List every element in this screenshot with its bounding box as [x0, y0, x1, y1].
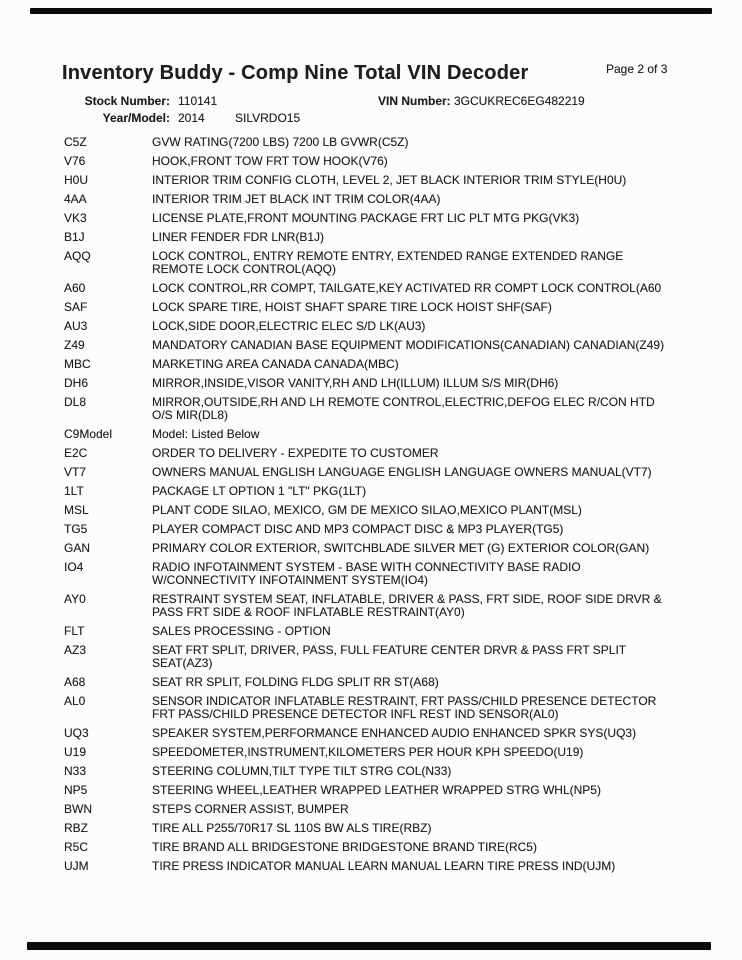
option-description [152, 542, 689, 555]
option-description-line: SALES PROCESSING - OPTION [152, 624, 331, 638]
model-value: SILVRDO15 [235, 111, 301, 125]
option-description [152, 428, 689, 441]
option-code: E2C [64, 446, 88, 460]
table-row [64, 136, 689, 149]
option-description-line: LICENSE PLATE,FRONT MOUNTING PACKAGE FRT LIC PLT MTG PKG(VK3) [152, 211, 580, 225]
option-code: RBZ [64, 821, 88, 835]
option-description-line: SPEEDOMETER,INSTRUMENT,KILOMETERS PER HOUR KPH SPEEDO(U19) [152, 745, 584, 759]
option-description-line: PRIMARY COLOR EXTERIOR, SWITCHBLADE SILVER MET (G) EXTERIOR COLOR(GAN) [152, 541, 650, 555]
option-description [152, 466, 689, 479]
table-row [64, 193, 689, 206]
table-row [64, 396, 689, 422]
table-row [64, 644, 689, 670]
table-row [64, 377, 689, 390]
option-code: 1LT [64, 484, 84, 498]
option-description-line: SPEAKER SYSTEM,PERFORMANCE ENHANCED AUDIO ENHANCED SPKR SYS(UQ3) [152, 726, 637, 740]
option-description-line: MARKETING AREA CANADA CANADA(MBC) [152, 357, 399, 371]
option-description [152, 377, 689, 390]
stock-number-value: 110141 [178, 94, 218, 108]
option-code: MBC [64, 357, 91, 371]
vin-options-list [64, 136, 689, 879]
option-description [152, 136, 689, 149]
option-code: Z49 [64, 338, 85, 352]
vin-number-label: VIN Number: [378, 94, 451, 108]
option-description-line: SEAT(AZ3) [152, 656, 213, 670]
option-description [152, 860, 689, 873]
option-description-line: O/S MIR(DL8) [152, 408, 229, 422]
option-description-line: RADIO INFOTAINMENT SYSTEM - BASE WITH CONNECTIVITY BASE RADIO [152, 560, 581, 574]
option-description [152, 676, 689, 689]
vin-number-value: 3GCUKREC6EG482219 [454, 94, 585, 108]
option-description [152, 784, 689, 797]
table-row [64, 542, 689, 555]
table-row [64, 339, 689, 352]
option-code: C9Model [64, 427, 113, 441]
option-description-line: FRT PASS/CHILD PRESENCE DETECTOR INFL REST IND SENSOR(AL0) [152, 707, 559, 721]
option-code: DL8 [64, 395, 87, 409]
table-row [64, 822, 689, 835]
option-code: H0U [64, 173, 89, 187]
option-description [152, 250, 689, 276]
table-row [64, 212, 689, 225]
option-description-line: W/CONNECTIVITY INFOTAINMENT SYSTEM(IO4) [152, 573, 429, 587]
option-description [152, 765, 689, 778]
option-description [152, 841, 689, 854]
option-description [152, 746, 689, 759]
option-description [152, 282, 689, 295]
option-description-line: MANDATORY CANADIAN BASE EQUIPMENT MODIFICATIONS(CANADIAN) CANADIAN(Z49) [152, 338, 665, 352]
table-row [64, 803, 689, 816]
option-description-line: RESTRAINT SYSTEM SEAT, INFLATABLE, DRIVER & PASS, FRT SIDE, ROOF SIDE DRVR & [152, 592, 662, 606]
option-description-line: OWNERS MANUAL ENGLISH LANGUAGE ENGLISH LANGUAGE OWNERS MANUAL(VT7) [152, 465, 652, 479]
table-row [64, 358, 689, 371]
option-description-line: GVW RATING(7200 LBS) 7200 LB GVWR(C5Z) [152, 135, 409, 149]
option-description [152, 231, 689, 244]
option-description [152, 174, 689, 187]
page-number: Page 2 of 3 [606, 62, 668, 76]
option-description [152, 504, 689, 517]
option-description-line: REMOTE LOCK CONTROL(AQQ) [152, 262, 337, 276]
option-description [152, 155, 689, 168]
option-description [152, 695, 689, 721]
stock-number-label: Stock Number: [84, 94, 170, 108]
year-value: 2014 [178, 111, 205, 125]
option-description [152, 625, 689, 638]
table-row [64, 447, 689, 460]
table-row [64, 784, 689, 797]
table-row [64, 231, 689, 244]
option-description [152, 193, 689, 206]
table-row [64, 746, 689, 759]
option-code: U19 [64, 745, 87, 759]
option-code: VT7 [64, 465, 87, 479]
option-code: DH6 [64, 376, 89, 390]
table-row [64, 860, 689, 873]
option-description [152, 822, 689, 835]
table-row [64, 155, 689, 168]
option-description [152, 727, 689, 740]
year-model-label: Year/Model: [102, 111, 170, 125]
option-description [152, 803, 689, 816]
table-row [64, 174, 689, 187]
option-description [152, 396, 689, 422]
option-code: TG5 [64, 522, 88, 536]
option-code: UJM [64, 859, 89, 873]
option-code: V76 [64, 154, 86, 168]
option-description-line: TIRE PRESS INDICATOR MANUAL LEARN MANUAL LEARN TIRE PRESS IND(UJM) [152, 859, 616, 873]
option-code: BWN [64, 802, 92, 816]
option-description-line: LOCK SPARE TIRE, HOIST SHAFT SPARE TIRE LOCK HOIST SHF(SAF) [152, 300, 552, 314]
option-description-line: MIRROR,OUTSIDE,RH AND LH REMOTE CONTROL,ELECTRIC,DEFOG ELEC R/CON HTD [152, 395, 655, 409]
option-code: A60 [64, 281, 86, 295]
option-code: AY0 [64, 592, 86, 606]
option-description [152, 447, 689, 460]
option-code: AQQ [64, 249, 91, 263]
option-description [152, 485, 689, 498]
option-description-line: PLANT CODE SILAO, MEXICO, GM DE MEXICO SILAO,MEXICO PLANT(MSL) [152, 503, 582, 517]
option-description-line: PLAYER COMPACT DISC AND MP3 COMPACT DISC & MP3 PLAYER(TG5) [152, 522, 564, 536]
option-code: VK3 [64, 211, 87, 225]
table-row [64, 466, 689, 479]
option-code: SAF [64, 300, 88, 314]
option-code: UQ3 [64, 726, 89, 740]
option-code: C5Z [64, 135, 87, 149]
option-code: 4AA [64, 192, 87, 206]
option-description-line: TIRE ALL P255/70R17 SL 110S BW ALS TIRE(RBZ) [152, 821, 432, 835]
option-code: B1J [64, 230, 85, 244]
option-description-line: STEERING COLUMN,TILT TYPE TILT STRG COL(N33) [152, 764, 452, 778]
table-row [64, 727, 689, 740]
option-description-line: ORDER TO DELIVERY - EXPEDITE TO CUSTOMER [152, 446, 439, 460]
option-description-line: SENSOR INDICATOR INFLATABLE RESTRAINT, FRT PASS/CHILD PRESENCE DETECTOR [152, 694, 657, 708]
option-description [152, 339, 689, 352]
scan-artifact-bottom-bar [27, 942, 711, 950]
table-row [64, 250, 689, 276]
table-row [64, 765, 689, 778]
option-code: R5C [64, 840, 89, 854]
option-description-line: INTERIOR TRIM JET BLACK INT TRIM COLOR(4AA) [152, 192, 441, 206]
option-description-line: SEAT RR SPLIT, FOLDING FLDG SPLIT RR ST(A68) [152, 675, 439, 689]
option-code: IO4 [64, 560, 84, 574]
option-description-line: LOCK,SIDE DOOR,ELECTRIC ELEC S/D LK(AU3) [152, 319, 426, 333]
scan-artifact-top-bar [30, 8, 712, 14]
option-description [152, 212, 689, 225]
option-code: FLT [64, 624, 85, 638]
table-row [64, 676, 689, 689]
option-description [152, 358, 689, 371]
option-description-line: Model: Listed Below [152, 427, 260, 441]
option-description [152, 301, 689, 314]
option-description-line: STEPS CORNER ASSIST, BUMPER [152, 802, 349, 816]
table-row [64, 593, 689, 619]
option-description-line: STEERING WHEEL,LEATHER WRAPPED LEATHER WRAPPED STRG WHL(NP5) [152, 783, 601, 797]
page-title: Inventory Buddy - Comp Nine Total VIN Decoder [62, 62, 529, 84]
option-description-line: MIRROR,INSIDE,VISOR VANITY,RH AND LH(ILLUM) ILLUM S/S MIR(DH6) [152, 376, 559, 390]
table-row [64, 695, 689, 721]
option-description [152, 593, 689, 619]
option-code: NP5 [64, 783, 88, 797]
table-row [64, 625, 689, 638]
table-row [64, 428, 689, 441]
option-description-line: LINER FENDER FDR LNR(B1J) [152, 230, 325, 244]
table-row [64, 301, 689, 314]
option-description-line: LOCK CONTROL,RR COMPT, TAILGATE,KEY ACTIVATED RR COMPT LOCK CONTROL(A60 [152, 281, 662, 295]
option-description [152, 644, 689, 670]
table-row [64, 320, 689, 333]
option-description-line: PACKAGE LT OPTION 1 "LT" PKG(1LT) [152, 484, 367, 498]
table-row [64, 504, 689, 517]
table-row [64, 841, 689, 854]
option-description-line: TIRE BRAND ALL BRIDGESTONE BRIDGESTONE BRAND TIRE(RC5) [152, 840, 537, 854]
option-code: GAN [64, 541, 91, 555]
option-code: AZ3 [64, 643, 87, 657]
option-description-line: SEAT FRT SPLIT, DRIVER, PASS, FULL FEATURE CENTER DRVR & PASS FRT SPLIT [152, 643, 627, 657]
table-row [64, 485, 689, 498]
option-description-line: PASS FRT SIDE & ROOF INFLATABLE RESTRAINT(AY0) [152, 605, 465, 619]
option-code: A68 [64, 675, 86, 689]
table-row [64, 523, 689, 536]
option-description [152, 561, 689, 587]
table-row [64, 282, 689, 295]
option-code: AL0 [64, 694, 86, 708]
option-description-line: LOCK CONTROL, ENTRY REMOTE ENTRY, EXTENDED RANGE EXTENDED RANGE [152, 249, 624, 263]
option-description-line: HOOK,FRONT TOW FRT TOW HOOK(V76) [152, 154, 388, 168]
option-code: N33 [64, 764, 87, 778]
table-row [64, 561, 689, 587]
option-description-line: INTERIOR TRIM CONFIG CLOTH, LEVEL 2, JET BLACK INTERIOR TRIM STYLE(H0U) [152, 173, 627, 187]
option-code: AU3 [64, 319, 88, 333]
option-code: MSL [64, 503, 89, 517]
option-description [152, 320, 689, 333]
option-description [152, 523, 689, 536]
